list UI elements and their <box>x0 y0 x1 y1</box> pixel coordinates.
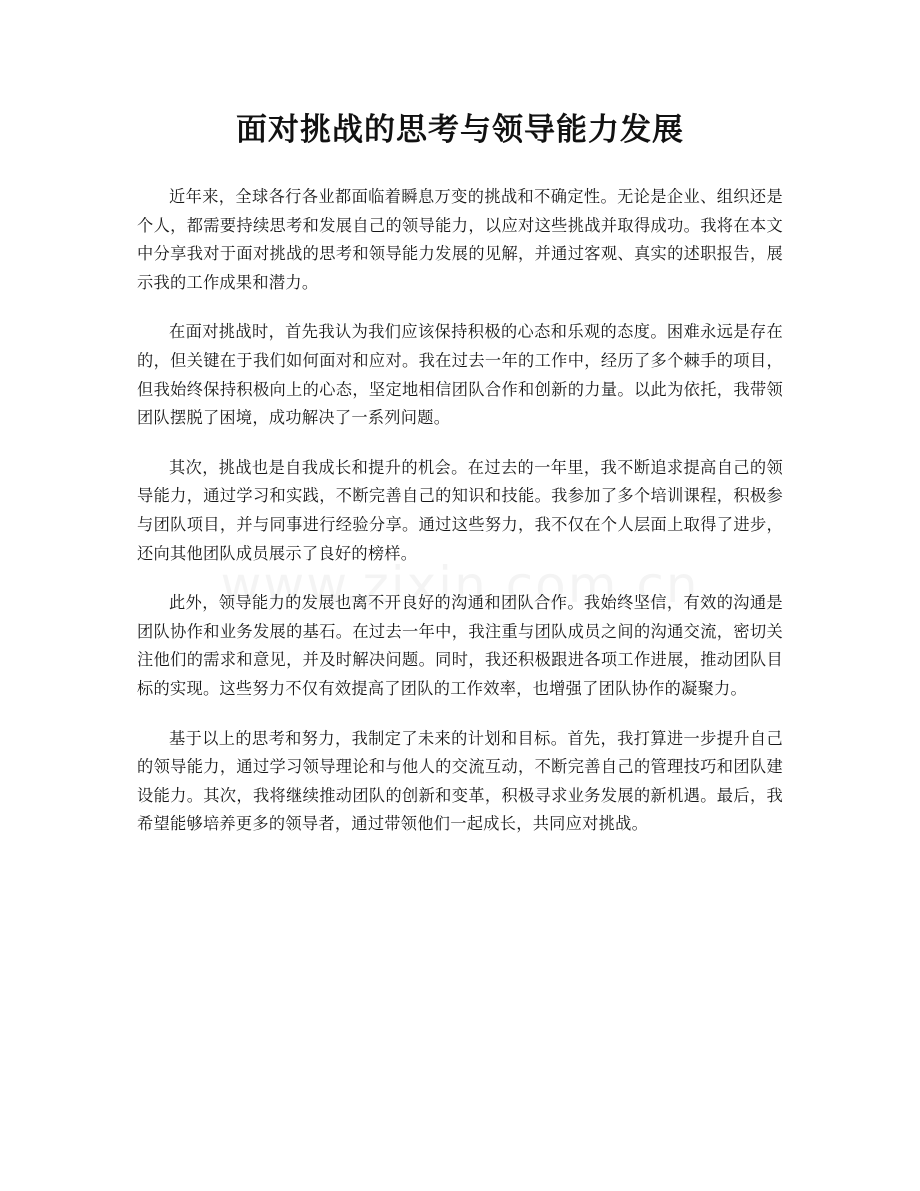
body-paragraph-2: 在面对挑战时，首先我认为我们应该保持积极的心态和乐观的态度。困难永远是存在的，但关键在于我们如何面对和应对。我在过去一年的工作中，经历了多个棘手的项目，但我始终保持积极向上的心态，坚定地相信团队合作和创新的力量。以此为依托，我带领团队摆脱了困境，成功解决了一系列问题。 <box>137 322 783 428</box>
body-paragraph-4: 此外，领导能力的发展也离不开良好的沟通和团队合作。我始终坚信，有效的沟通是团队协作和业务发展的基石。在过去一年中，我注重与团队成员之间的沟通交流，密切关注他们的需求和意见，并及时解决问题。同时，我还积极跟进各项工作进展，推动团队目标的实现。这些努力不仅有效提高了团队的工作效率，也增强了团队协作的凝聚力。 <box>137 593 783 698</box>
body-paragraph-3: 其次，挑战也是自我成长和提升的机会。在过去的一年里，我不断追求提高自己的领导能力，通过学习和实践，不断完善自己的知识和技能。我参加了多个培训课程，积极参与团队项目，并与同事进行经验分享。通过这些努力，我不仅在个人层面上取得了进步，还向其他团队成员展示了良好的榜样。 <box>137 457 783 563</box>
body-paragraph-5: 基于以上的思考和努力，我制定了未来的计划和目标。首先，我打算进一步提升自己的领导能力，通过学习领导理论和与他人的交流互动，不断完善自己的管理技巧和团队建设能力。其次，我将继续推动团队的创新和变革，积极寻求业务发展的新机遇。最后，我希望能够培养更多的领导者，通过带领他们一起成长，共同应对挑战。 <box>137 728 783 834</box>
body-paragraph-1: 近年来，全球各行各业都面临着瞬息万变的挑战和不确定性。无论是企业、组织还是个人，都需要持续思考和发展自己的领导能力，以应对这些挑战并取得成功。我将在本文中分享我对于面对挑战的思考和领导能力发展的见解，并通过客观、真实的述职报告，展示我的工作成果和潜力。 <box>137 187 783 292</box>
document-title: 面对挑战的思考与领导能力发展 <box>236 112 684 148</box>
document-body <box>137 183 783 860</box>
